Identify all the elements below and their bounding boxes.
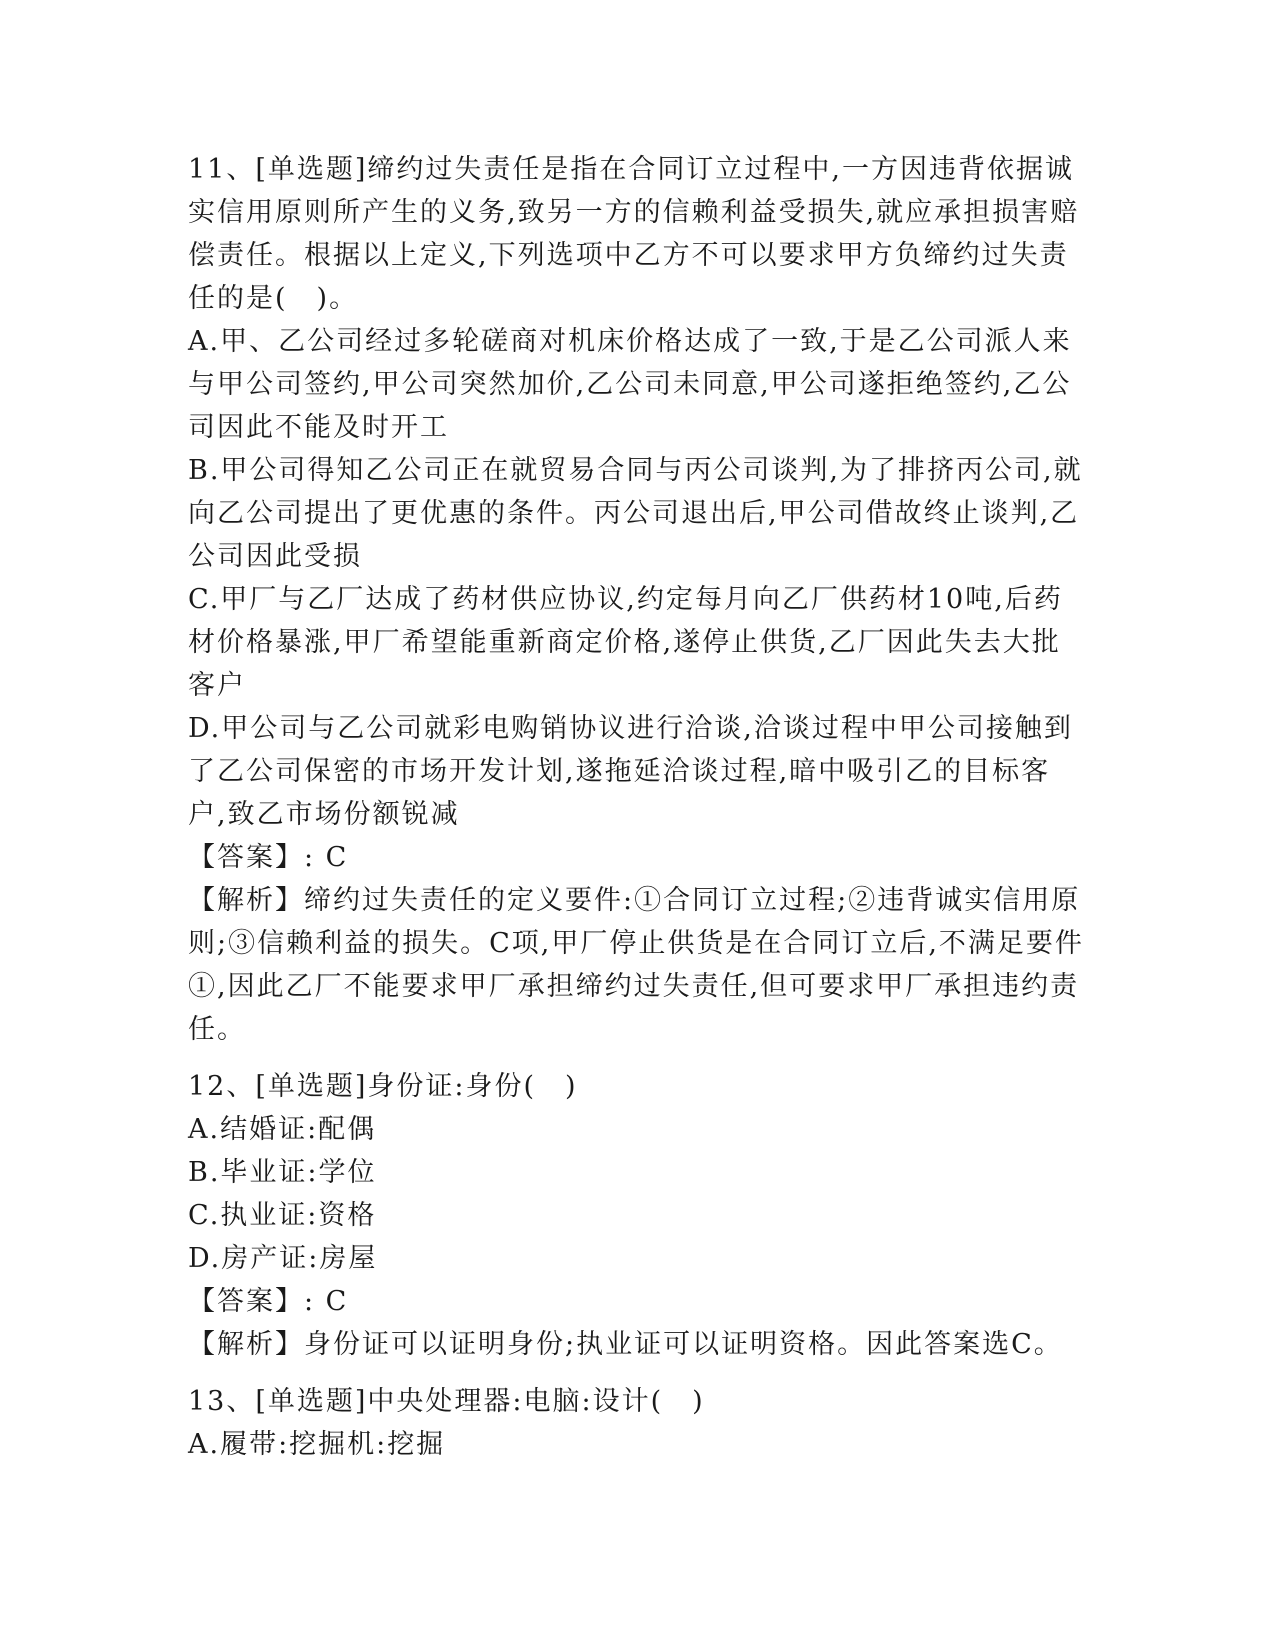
option-b: B.甲公司得知乙公司正在就贸易合同与丙公司谈判,为了排挤丙公司,就向乙公司提出了更优惠的条件。丙公司退出后,甲公司借故终止谈判,乙公司因此受损 (188, 455, 1083, 572)
question-stem: 11、[单选题]缔约过失责任是指在合同订立过程中,一方因违背依据诚实信用原则所产生的义务,致另一方的信赖利益受损失,就应承担损害赔偿责任。根据以上定义,下列选项中乙方不可以要求甲方负缔约过失责任的是( )。 (188, 154, 1080, 314)
option-c: C.执业证:资格 (188, 1200, 377, 1231)
analysis-text: 【解析】身份证可以证明身份;执业证可以证明资格。因此答案选C。 (188, 1329, 1063, 1360)
document-content (188, 148, 1088, 1466)
option-c: C.甲厂与乙厂达成了药材供应协议,约定每月向乙厂供药材10吨,后药材价格暴涨,甲厂希望能重新商定价格,遂停止供货,乙厂因此失去大批客户 (188, 584, 1063, 701)
question-stem: 12、[单选题]身份证:身份( ) (188, 1071, 578, 1102)
question-stem: 13、[单选题]中央处理器:电脑:设计( ) (188, 1386, 705, 1417)
question-12 (188, 1065, 1088, 1366)
option-a: A.甲、乙公司经过多轮磋商对机床价格达成了一致,于是乙公司派人来与甲公司签约,甲公司突然加价,乙公司未同意,甲公司遂拒绝签约,乙公司因此不能及时开工 (188, 326, 1072, 443)
option-b: B.毕业证:学位 (188, 1157, 377, 1188)
option-d: D.房产证:房屋 (188, 1243, 378, 1274)
option-a: A.履带:挖掘机:挖掘 (188, 1429, 446, 1460)
question-11 (188, 148, 1088, 1051)
analysis-text: 【解析】缔约过失责任的定义要件:①合同订立过程;②违背诚实信用原则;③信赖利益的损失。C项,甲厂停止供货是在合同订立后,不满足要件①,因此乙厂不能要求甲厂承担缔约过失责任,但可要求甲厂承担违约责任。 (188, 885, 1084, 1045)
answer-line: 【答案】: C (188, 1286, 349, 1317)
option-a: A.结婚证:配偶 (188, 1114, 377, 1145)
question-13 (188, 1380, 1088, 1466)
option-d: D.甲公司与乙公司就彩电购销协议进行洽谈,洽谈过程中甲公司接触到了乙公司保密的市场开发计划,遂拖延洽谈过程,暗中吸引乙的目标客户,致乙市场份额锐减 (188, 713, 1073, 830)
answer-line: 【答案】: C (188, 842, 349, 873)
